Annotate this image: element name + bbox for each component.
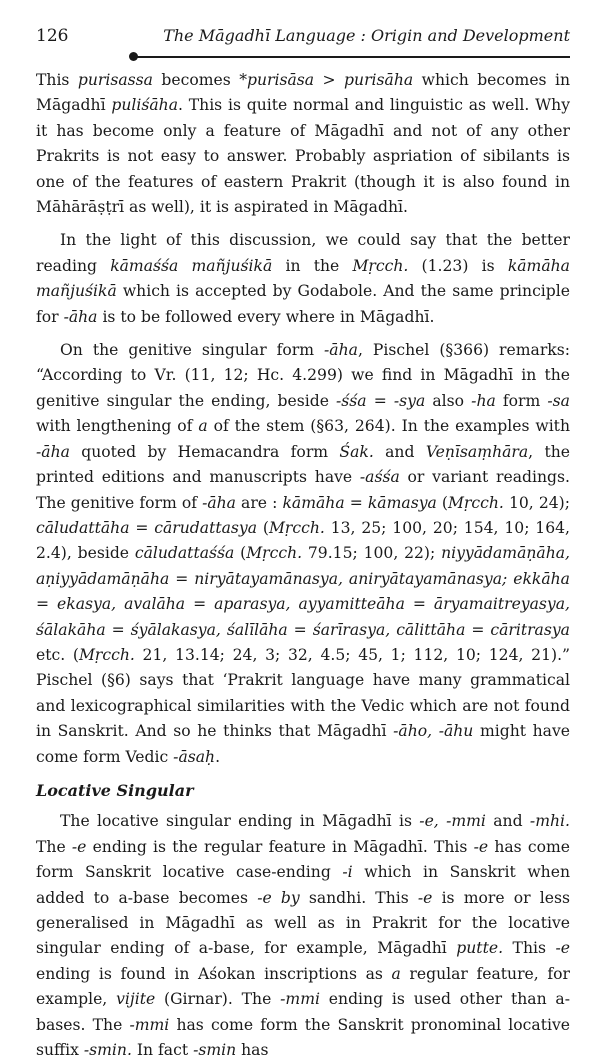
header-rule bbox=[136, 56, 570, 58]
page-body bbox=[36, 68, 570, 1063]
paragraph: This purisassa becomes *purisāsa > purisāha which becomes in Māgadhī puliśāha. This is quite normal and linguistic as well. Why it has become only a feature of Māgadhī and not of any other Prakrits is not easy to answer. Probably aspriation of sibilants is one of the features of eastern Prakrit (though it is also found in Māhārāṣṭrī as well), it is aspirated in Māgadhī. bbox=[36, 71, 571, 217]
paragraph: In the light of this discussion, we could say that the better reading kāmaśśa mañjuśikā in the Mṛcch. (1.23) is kāmāha mañjuśikā which is accepted by Godabole. And the same principle for -āha is to be followed every where in Māgadhī. bbox=[36, 231, 570, 326]
paragraph: On the genitive singular form -āha, Pischel (§366) remarks: “According to Vr. (11, 12; Hc. 4.299) we find in Māgadhī in the genitive singular the ending, beside -śśa = -sya also -ha form -sa with lengthening of a of the stem (§63, 264). In the examples with -āha quoted by Hemacandra form Śak. and Veṇīsaṃhāra, the printed editions and manuscripts have -aśśa or variant readings. The genitive form of -āha are : kāmāha = kāmasya (Mṛcch. 10, 24); cāludattāha = cārudattasya (Mṛcch. 13, 25; 100, 20; 154, 10; 164, 2.4), beside cāludattaśśa (Mṛcch. 79.15; 100, 22); niyyādamāṇāha, aṇiyyādamāṇāha = niryātayamānasya, aniryātayamānasya; ekkāha = ekasya, avalāha = aparasya, ayyamitteāha = āryamaitreyasya, śālakāha = śyālakasya, śalīlāha = śarīrasya, cālittāha = cāritrasya etc. (Mṛcch. 21, 13.14; 24, 3; 32, 4.5; 45, 1; 112, 10; 124, 21).” Pischel (§6) says that ‘Prakrit language have many grammatical and lexicographical similarities with the Vedic which are not found in Sanskrit. And so he thinks that Māgadhī -āho, -āhu might have come form Vedic -āsaḥ. bbox=[36, 341, 571, 766]
page-header bbox=[36, 22, 570, 52]
section-heading: Locative Singular bbox=[36, 780, 194, 800]
page-number: 126 bbox=[36, 26, 69, 46]
paragraph: The locative singular ending in Māgadhī is -e, -mmi and -mhi. The -e ending is the regular feature in Māgadhī. This -e has come form Sanskrit locative case-ending -i which in Sanskrit when added to a-base becomes -e by sandhi. This -e is more or less generalised in Māgadhī as well as in Prakrit for the locative singular ending of a-base, for example, Māgadhī putte. This -e ending is found in Aśokan inscriptions as a regular feature, for example, vijite (Girnar). The -mmi ending is used other than a-bases. The -mmi has come form the Sanskrit pronominal locative suffix -smin. In fact -smin has bbox=[36, 812, 570, 1060]
running-title: The Māgadhī Language : Origin and Development bbox=[163, 26, 570, 45]
